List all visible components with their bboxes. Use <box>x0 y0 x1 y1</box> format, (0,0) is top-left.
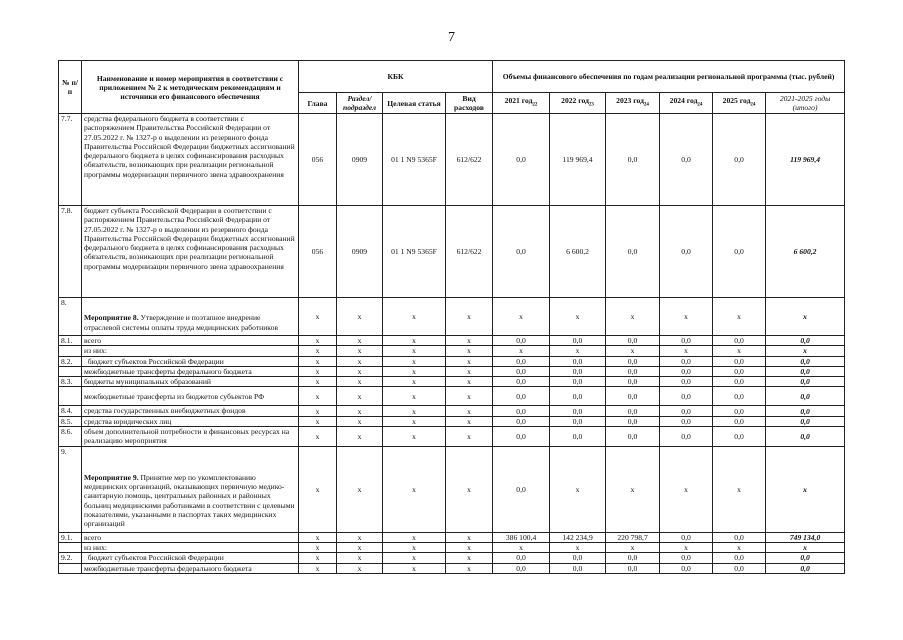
cell-y2025: 0,0 <box>713 563 766 573</box>
row-number: 8.6. <box>59 427 82 447</box>
cell-y2023: 0,0 <box>606 416 660 426</box>
cell-razdel: x <box>337 346 383 356</box>
table-row <box>59 346 845 356</box>
cell-y2024: 0,0 <box>660 366 713 376</box>
cell-y2024: 0,0 <box>660 336 713 346</box>
cell-y2022: 0,0 <box>550 563 606 573</box>
cell-y2025: x <box>713 346 766 356</box>
cell-glava: x <box>299 298 337 336</box>
cell-total: x <box>766 542 845 552</box>
cell-y2024: 0,0 <box>660 206 713 298</box>
cell-y2025: 0,0 <box>713 366 766 376</box>
row-name <box>82 298 299 336</box>
cell-razdel: x <box>337 356 383 366</box>
row-name-text: бюджет субъектов Российской Федерации <box>84 553 224 563</box>
footnote-ref: 22 <box>532 102 538 108</box>
cell-y2024: 0,0 <box>660 356 713 366</box>
cell-vid: x <box>446 356 493 366</box>
table-row <box>59 387 845 406</box>
cell-y2023: 0,0 <box>606 366 660 376</box>
cell-y2024: x <box>660 346 713 356</box>
cell-total: 0,0 <box>766 366 845 376</box>
row-number: 9. <box>59 446 82 532</box>
cell-razdel: x <box>337 416 383 426</box>
cell-y2025: 0,0 <box>713 206 766 298</box>
cell-y2024: 0,0 <box>660 532 713 542</box>
cell-y2024: 0,0 <box>660 377 713 387</box>
row-name-text: Утверждение и поэтапное внедрение отраслевой системы оплаты труда медицинских работников <box>84 313 278 332</box>
cell-target: x <box>383 446 446 532</box>
cell-razdel: x <box>337 553 383 563</box>
cell-glava: x <box>299 336 337 346</box>
cell-y2023: 0,0 <box>606 356 660 366</box>
cell-razdel: 0909 <box>337 206 383 298</box>
cell-y2023: x <box>606 542 660 552</box>
cell-vid: x <box>446 563 493 573</box>
cell-y2023: 0,0 <box>606 387 660 406</box>
footnote-ref: 24 <box>643 102 649 108</box>
cell-y2022: x <box>550 346 606 356</box>
row-name <box>82 114 299 206</box>
cell-glava: x <box>299 427 337 447</box>
cell-target: x <box>383 532 446 542</box>
header-name: Наименование и номер мероприятия в соответствии с приложением № 2 к методическим рекомендациям и источники его финансового обеспечения <box>82 61 299 114</box>
cell-y2022: 0,0 <box>550 336 606 346</box>
row-name <box>82 206 299 298</box>
cell-y2025: 0,0 <box>713 114 766 206</box>
cell-target: x <box>383 346 446 356</box>
cell-y2023: x <box>606 446 660 532</box>
cell-y2025: x <box>713 446 766 532</box>
table-row <box>59 114 845 206</box>
cell-target: x <box>383 427 446 447</box>
table-body <box>59 114 845 574</box>
cell-target: x <box>383 416 446 426</box>
cell-vid: x <box>446 542 493 552</box>
cell-razdel: x <box>337 387 383 406</box>
footnote-ref: 24 <box>750 102 756 108</box>
row-name-text: межбюджетные трансферты федерального бюджета <box>84 563 252 573</box>
cell-y2022: 0,0 <box>550 427 606 447</box>
row-number <box>59 366 82 376</box>
cell-y2021: x <box>493 298 550 336</box>
cell-vid: x <box>446 346 493 356</box>
cell-y2022: 0,0 <box>550 387 606 406</box>
row-name <box>82 446 299 532</box>
cell-y2022: x <box>550 298 606 336</box>
row-number <box>59 346 82 356</box>
cell-y2021: 0,0 <box>493 377 550 387</box>
cell-vid: x <box>446 416 493 426</box>
cell-total: 0,0 <box>766 553 845 563</box>
cell-glava: x <box>299 377 337 387</box>
header-year-2024: 2024 год$_{24}$ <box>660 93 713 114</box>
cell-razdel: x <box>337 298 383 336</box>
row-name <box>82 553 299 563</box>
cell-target: x <box>383 553 446 563</box>
header-year-2023: 2023 год$_{24}$ <box>606 93 660 114</box>
row-name <box>82 346 299 356</box>
row-name-text: межбюджетные трансферты федерального бюджета <box>84 366 252 376</box>
cell-y2024: 0,0 <box>660 416 713 426</box>
row-number <box>59 542 82 552</box>
measure-title: Мероприятие 9. <box>84 472 139 482</box>
cell-vid: x <box>446 553 493 563</box>
cell-razdel: x <box>337 446 383 532</box>
cell-target: x <box>383 377 446 387</box>
measure-title: Мероприятие 8. <box>84 313 139 323</box>
cell-vid: x <box>446 406 493 416</box>
header-row-top <box>59 61 845 93</box>
cell-y2024: 0,0 <box>660 387 713 406</box>
cell-razdel: x <box>337 377 383 387</box>
cell-glava: x <box>299 406 337 416</box>
cell-glava: 056 <box>299 206 337 298</box>
cell-glava: x <box>299 542 337 552</box>
cell-y2021: 0,0 <box>493 553 550 563</box>
cell-glava: x <box>299 366 337 376</box>
cell-y2025: 0,0 <box>713 427 766 447</box>
cell-glava: x <box>299 532 337 542</box>
cell-glava: 056 <box>299 114 337 206</box>
cell-y2021: 0,0 <box>493 563 550 573</box>
row-number: 8.4. <box>59 406 82 416</box>
cell-y2023: 0,0 <box>606 427 660 447</box>
row-number: 8.1. <box>59 336 82 346</box>
header-year-2022: 2022 год$_{23}$ <box>550 93 606 114</box>
table-row <box>59 563 845 573</box>
row-name <box>82 542 299 552</box>
cell-y2021: 0,0 <box>493 336 550 346</box>
footnote-ref: 24 <box>697 102 703 108</box>
cell-razdel: x <box>337 542 383 552</box>
cell-y2024: x <box>660 298 713 336</box>
cell-vid: 612/622 <box>446 206 493 298</box>
cell-razdel: 0909 <box>337 114 383 206</box>
cell-y2023: 0,0 <box>606 563 660 573</box>
table-row <box>59 446 845 532</box>
row-name-text: межбюджетные трансферты из бюджетов субъектов РФ <box>84 391 265 401</box>
cell-y2022: 6 600,2 <box>550 206 606 298</box>
table-row <box>59 298 845 336</box>
cell-razdel: x <box>337 336 383 346</box>
header-num: № п/п <box>59 61 82 114</box>
cell-target: 01 1 N9 5365F <box>383 206 446 298</box>
cell-y2025: 0,0 <box>713 532 766 542</box>
cell-total: 0,0 <box>766 563 845 573</box>
cell-y2021: 386 100,4 <box>493 532 550 542</box>
cell-y2022: 0,0 <box>550 377 606 387</box>
header-volumes: Объемы финансового обеспечения по годам реализации региональной программы (тыс. рублей) <box>493 61 845 93</box>
cell-y2024: 0,0 <box>660 114 713 206</box>
row-name-text: средства федерального бюджета в соответствии с распоряжением Правительства Российской Федерации от 27.05.2022 г. № 1327-р о выделении из резервного фонда Правительства Российской Федерации бюджетных ассигнований федерального бюджета в целях софинансирования расходных обязательств, возникающих при реализации региональной программы модернизации первичного звена здравоохранения <box>84 114 297 179</box>
cell-y2025: 0,0 <box>713 553 766 563</box>
cell-y2025: x <box>713 298 766 336</box>
cell-glava: x <box>299 387 337 406</box>
cell-y2021: 0,0 <box>493 366 550 376</box>
table-row <box>59 336 845 346</box>
cell-y2025: 0,0 <box>713 377 766 387</box>
cell-y2021: 0,0 <box>493 387 550 406</box>
header-total: 2021-2025 годы (итого) <box>766 93 845 114</box>
cell-vid: x <box>446 366 493 376</box>
cell-target: x <box>383 563 446 573</box>
cell-y2025: 0,0 <box>713 416 766 426</box>
cell-y2022: 119 969,4 <box>550 114 606 206</box>
row-name <box>82 366 299 376</box>
cell-y2022: 142 234,9 <box>550 532 606 542</box>
cell-target: x <box>383 298 446 336</box>
cell-total: x <box>766 298 845 336</box>
financing-table <box>58 60 845 574</box>
cell-glava: x <box>299 446 337 532</box>
cell-y2024: 0,0 <box>660 553 713 563</box>
table-row <box>59 416 845 426</box>
cell-y2022: 0,0 <box>550 416 606 426</box>
row-name-text: средства государственных внебюджетных фондов <box>84 406 246 416</box>
row-name-text: всего <box>84 532 102 542</box>
cell-total: 0,0 <box>766 387 845 406</box>
cell-y2021: x <box>493 346 550 356</box>
cell-target: x <box>383 366 446 376</box>
row-name <box>82 377 299 387</box>
cell-y2023: 0,0 <box>606 553 660 563</box>
cell-y2024: 0,0 <box>660 563 713 573</box>
row-number: 8. <box>59 298 82 336</box>
cell-target: x <box>383 406 446 416</box>
cell-vid: x <box>446 427 493 447</box>
table-row <box>59 427 845 447</box>
cell-total: 0,0 <box>766 427 845 447</box>
row-number <box>59 387 82 406</box>
cell-y2024: x <box>660 446 713 532</box>
cell-vid: x <box>446 387 493 406</box>
cell-y2023: x <box>606 346 660 356</box>
header-vid: Вид расходов <box>446 93 493 114</box>
cell-target: x <box>383 336 446 346</box>
row-name <box>82 336 299 346</box>
cell-razdel: x <box>337 406 383 416</box>
cell-y2021: 0,0 <box>493 356 550 366</box>
row-name-text: объем дополнительной потребности в финансовых ресурсах на реализацию мероприятия <box>84 427 292 446</box>
row-name-text: бюджет субъекта Российской Федерации в соответствии с распоряжением Правительства Российской Федерации от 27.05.2022 г. № 1327-р о выделении из резервного фонда Правительства Российской Федерации бюджетных ассигнований федерального бюджета в целях софинансирования расходных обязательств, возникающих при реализации региональной программы модернизации первичного звена здравоохранения <box>84 206 297 271</box>
cell-razdel: x <box>337 532 383 542</box>
cell-vid: x <box>446 446 493 532</box>
cell-y2023: 0,0 <box>606 406 660 416</box>
row-name-text: из них: <box>84 346 107 356</box>
cell-y2023: 0,0 <box>606 377 660 387</box>
row-number: 9.2. <box>59 553 82 563</box>
cell-glava: x <box>299 346 337 356</box>
cell-y2024: 0,0 <box>660 427 713 447</box>
cell-razdel: x <box>337 427 383 447</box>
row-name <box>82 416 299 426</box>
cell-y2022: 0,0 <box>550 553 606 563</box>
row-number: 8.2. <box>59 356 82 366</box>
cell-y2021: 0,0 <box>493 114 550 206</box>
cell-y2025: 0,0 <box>713 387 766 406</box>
page-number: 7 <box>448 30 455 45</box>
cell-y2021: 0,0 <box>493 416 550 426</box>
table-row <box>59 377 845 387</box>
row-name-text: из них: <box>84 542 107 552</box>
cell-vid: x <box>446 298 493 336</box>
cell-glava: x <box>299 356 337 366</box>
cell-y2023: 220 798,7 <box>606 532 660 542</box>
cell-y2021: 0,0 <box>493 406 550 416</box>
cell-vid: 612/622 <box>446 114 493 206</box>
header-kbk: КБК <box>299 61 493 93</box>
cell-total: x <box>766 446 845 532</box>
header-glava: Глава <box>299 93 337 114</box>
cell-y2023: 0,0 <box>606 336 660 346</box>
row-name <box>82 387 299 406</box>
table-row <box>59 553 845 563</box>
cell-y2021: 0,0 <box>493 446 550 532</box>
row-number: 9.1. <box>59 532 82 542</box>
cell-total: 0,0 <box>766 336 845 346</box>
cell-y2021: 0,0 <box>493 427 550 447</box>
cell-vid: x <box>446 532 493 542</box>
cell-glava: x <box>299 553 337 563</box>
row-number: 7.8. <box>59 206 82 298</box>
table-row <box>59 356 845 366</box>
table-row <box>59 406 845 416</box>
header-year-2021: 2021 год$_{22}$ <box>493 93 550 114</box>
row-name <box>82 532 299 542</box>
cell-total: 119 969,4 <box>766 114 845 206</box>
row-number: 8.3. <box>59 377 82 387</box>
cell-target: x <box>383 387 446 406</box>
cell-total: x <box>766 346 845 356</box>
header-year-2025: 2025 год$_{24}$ <box>713 93 766 114</box>
cell-y2025: 0,0 <box>713 406 766 416</box>
cell-target: x <box>383 542 446 552</box>
cell-y2021: x <box>493 542 550 552</box>
table-row <box>59 542 845 552</box>
cell-glava: x <box>299 563 337 573</box>
table-row <box>59 532 845 542</box>
cell-y2022: x <box>550 446 606 532</box>
row-name <box>82 563 299 573</box>
cell-vid: x <box>446 336 493 346</box>
cell-total: 6 600,2 <box>766 206 845 298</box>
cell-vid: x <box>446 377 493 387</box>
cell-y2025: 0,0 <box>713 336 766 346</box>
cell-razdel: x <box>337 366 383 376</box>
row-number: 7.7. <box>59 114 82 206</box>
cell-target: x <box>383 356 446 366</box>
header-razdel: Раздел/ подраздел <box>337 93 383 114</box>
cell-y2022: 0,0 <box>550 366 606 376</box>
cell-target: 01 1 N9 5365F <box>383 114 446 206</box>
row-name-text: бюджет субъектов Российской Федерации <box>84 356 224 366</box>
cell-y2023: 0,0 <box>606 114 660 206</box>
row-name-text: всего <box>84 336 102 345</box>
cell-y2024: x <box>660 542 713 552</box>
cell-y2025: x <box>713 542 766 552</box>
row-name-text: средства юридических лиц <box>84 416 172 426</box>
table-row <box>59 206 845 298</box>
header-target: Целевая статья <box>383 93 446 114</box>
cell-total: 749 134,0 <box>766 532 845 542</box>
cell-total: 0,0 <box>766 406 845 416</box>
cell-y2022: 0,0 <box>550 406 606 416</box>
cell-glava: x <box>299 416 337 426</box>
footnote-ref: 23 <box>588 102 594 108</box>
cell-total: 0,0 <box>766 356 845 366</box>
cell-razdel: x <box>337 563 383 573</box>
cell-y2023: x <box>606 298 660 336</box>
row-name <box>82 406 299 416</box>
row-name <box>82 427 299 447</box>
row-number: 8.5. <box>59 416 82 426</box>
row-name <box>82 356 299 366</box>
row-number <box>59 563 82 573</box>
row-name-text: бюджеты муниципальных образований <box>84 377 211 387</box>
cell-y2023: 0,0 <box>606 206 660 298</box>
cell-total: 0,0 <box>766 377 845 387</box>
cell-total: 0,0 <box>766 416 845 426</box>
cell-y2021: 0,0 <box>493 206 550 298</box>
cell-y2022: 0,0 <box>550 356 606 366</box>
table-row <box>59 366 845 376</box>
row-name-text: Принятие мер по укомплектованию медицинских организаций, оказывающих первичную медико-санитарную помощь, центральных районных и районных больниц медицинскими работниками в соответствии с целевыми показателями, указанными в паспортах таких медицинских организаций <box>84 472 297 529</box>
cell-y2025: 0,0 <box>713 356 766 366</box>
cell-y2022: x <box>550 542 606 552</box>
cell-y2024: 0,0 <box>660 406 713 416</box>
